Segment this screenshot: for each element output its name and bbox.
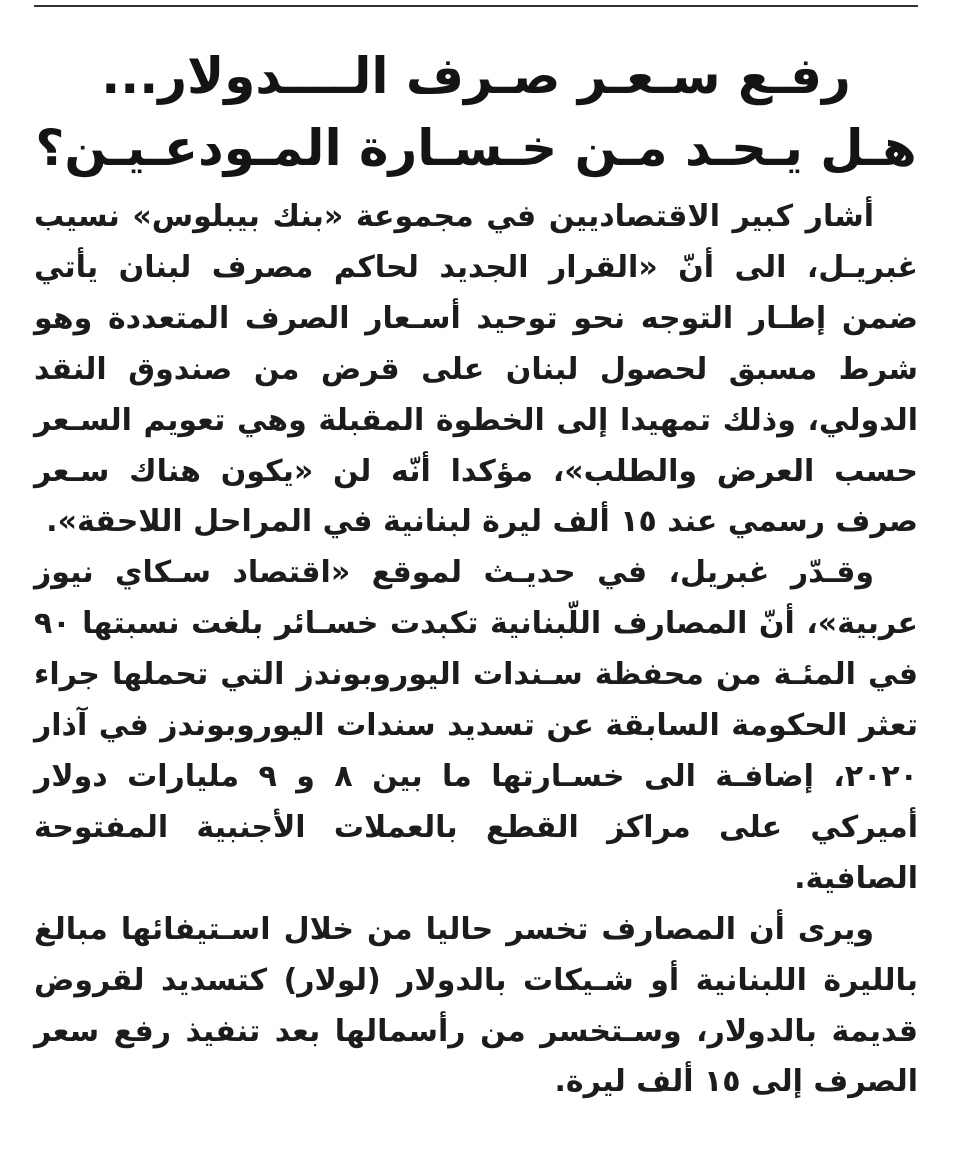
article-paragraph-1: أشار كبير الاقتصاديين في مجموعة «بنك بيبلوس» نسيب غبريـل، الى أنّ «القرار الجديد لحاكم مصرف لبنان يأتي ضمن إطـار التوجه نحو توحيد أسـعار الصرف المتعددة وهو شرط مسبق لحصول لبنان على قرض من صندوق النقد الدولي، وذلك تمهيدا إلى الخطوة المقبلة وهي تعويم السـعر حسب العرض والطلب»، مؤكدا أنّه لن «يكون هناك سـعر صرف رسمي عند ١٥ ألف ليرة لبنانية في المراحل اللاحقة».: [34, 199, 918, 540]
headline-line-1: رفـع سـعـر صـرف الــــدولار...: [101, 47, 851, 105]
news-article: [34, 40, 918, 1108]
top-divider-rule: [34, 5, 918, 7]
article-body: [34, 192, 918, 1108]
article-headline: [34, 40, 918, 184]
article-paragraph-3: ويرى أن المصارف تخسر حاليا من خلال اسـتيفائها مبالغ بالليرة اللبنانية أو شـيكات بالدولار (لولار) كتسديد لقروض قديمة بالدولار، وسـتخسر من رأسمالها بعد تنفيذ رفع سعر الصرف إلى ١٥ ألف ليرة.: [34, 911, 918, 1100]
headline-line-2: هـل يـحـد مـن خـسـارة المـودعـيـن؟: [35, 119, 917, 177]
article-paragraph-2: وقـدّر غبريل، في حديـث لموقع «اقتصاد سـكاي نيوز عربية»، أنّ المصارف اللّبنانية تكبدت خسـائر بلغت نسبتها ٩٠ في المئـة من محفظة سـندات اليوروبوندز التي تحملها جراء تعثر الحكومة السابقة عن تسديد سندات اليوروبوندز في آذار ٢٠٢٠، إضافـة الى خسـارتها ما بين ٨ و ٩ مليارات دولار أميركي على مراكز القطع بالعملات الأجنبية المفتوحة الصافية.: [34, 555, 918, 896]
